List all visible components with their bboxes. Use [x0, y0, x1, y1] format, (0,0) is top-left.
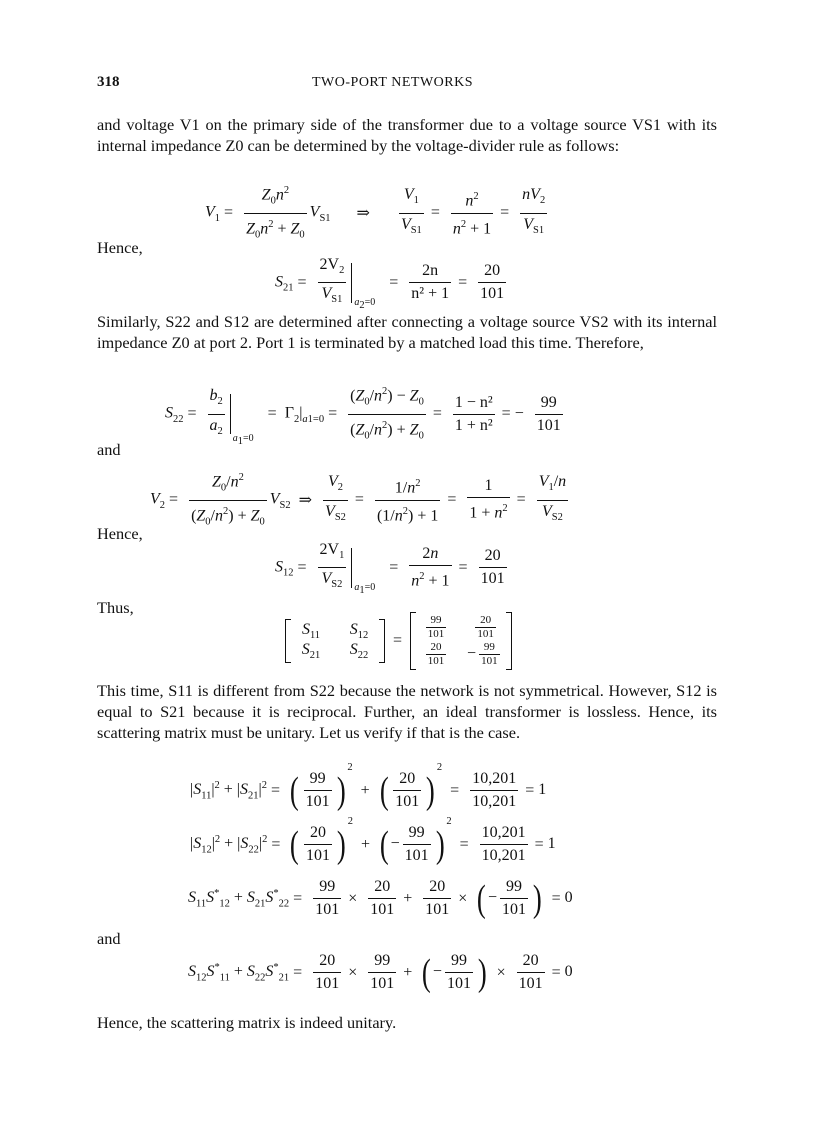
paragraph-voltage-divider: and voltage V1 on the primary side of the transformer due to a voltage source VS1 with its internal impedance Z0 can be determined by the voltage-divider rule as follows: — [97, 115, 717, 155]
page-number: 318 — [97, 74, 120, 90]
s-parameter-values-matrix: $\frac{99}{101}$ $\frac{20}{101}$ $\frac{20}{101}$ − $\frac{99}{101}$ — [410, 612, 512, 670]
hence-label-1: Hence, — [97, 238, 143, 257]
paragraph-s22-s12: Similarly, S22 and S12 are determined after connecting a voltage source VS2 with its internal impedance Z0 at port 2. Port 1 is terminated by a matched load this time. Therefore, — [97, 312, 717, 352]
conclusion-sentence: Hence, the scattering matrix is indeed unitary. — [97, 1013, 397, 1032]
equation-s21: $S_{21}$ = $\frac{2V_2}{V_{S1}}$ $a_2=0$ = $\frac{2n}{\text{n² + 1}}$ = $\frac{20}{101}$ — [275, 256, 505, 312]
equation-unitary-3: $S_{11}S^*_{12} + S_{21}S^*_{22}$ = $\frac{99}{101}$ × $\frac{20}{101}$ + $\frac{20}{101}$ × ( − $\frac{99}{101}$ ) = 0 — [188, 877, 573, 920]
equation-unitary-2: $|S_{12}|^2 + |S_{22}|^2$ = ( $\frac{20}{101}$ )2 + ( − $\frac{99}{101}$ )2 = $\frac{10,201}{10,201}$ = 1 — [190, 816, 556, 866]
and-label-2: and — [97, 929, 121, 948]
equation-v2: $V_2$ = $\frac{Z_0/n^2}{(Z_0/n^2) + Z_0}$ $V_{S2}$ ⇒ $\frac{V_2}{V_{S2}}$ = $\frac{1/n^2}{(1/n^2) + 1}$ = $\frac{1}{1 + n^2}$ = $\frac{V_1/n}{V_{S2}}$ — [150, 467, 571, 533]
equation-unitary-4: $S_{12}S^*_{11} + S_{22}S^*_{21}$ = $\frac{20}{101}$ × $\frac{99}{101}$ + ( − $\frac{99}{101}$ ) × $\frac{20}{101}$ = 0 — [188, 951, 573, 994]
equation-v1: $V_1$ = $\frac{Z_0n^2}{Z_0n^2 + Z_0}$ $V_{S1}$ ⇒ $\frac{V_1}{V_{S1}}$ = $\frac{n^2}{n^2 + 1}$ = $\frac{nV_2}{V_{S1}}$ — [205, 180, 550, 246]
equation-unitary-1: $|S_{11}|^2 + |S_{21}|^2$ = ( $\frac{99}{101}$ )2 + ( $\frac{20}{101}$ )2 = $\frac{10,201}{10,201}$ = 1 — [190, 762, 547, 812]
paragraph-unitary: This time, S11 is different from S22 because the network is not symmetrical. However, S12 is equal to S21 because it is reciprocal. Further, an ideal transformer is lossless. Hence, its scattering matrix must be unitary. Let us verify if that is the case. — [97, 681, 717, 742]
equation-s-matrix: $S_{11}$ $S_{12}$ $S_{21}$ $S_{22}$ = $\frac{99}{101}$ $\frac{20}{101}$ $\frac{20}{101}$ − $\frac{99}{101}$ — [285, 612, 512, 670]
thus-label: Thus, — [97, 598, 134, 617]
hence-label-2: Hence, — [97, 524, 143, 543]
running-title: TWO-PORT NETWORKS — [312, 75, 474, 90]
equation-s22: $S_{22}$ = $\frac{b_2}{a_2}$ $a_1=0 = \Gamma_2|_{a1=0}$ = $\frac{(Z_0/n^2) - Z_0}{(Z_0/n^2) + Z_0}$ = $\frac{\text{1 − n²}}{\text{1 + n²}}$ = − $\frac{99}{101}$ — [165, 381, 566, 447]
equation-s12: $S_{12}$ = $\frac{2V_1}{V_{S2}}$ $a_1=0$ = $\frac{2n}{n^2 + 1}$ = $\frac{20}{101}$ — [275, 541, 505, 597]
and-label-1: and — [97, 440, 121, 459]
s-parameter-matrix: $S_{11}$ $S_{12}$ $S_{21}$ $S_{22}$ — [285, 619, 385, 663]
